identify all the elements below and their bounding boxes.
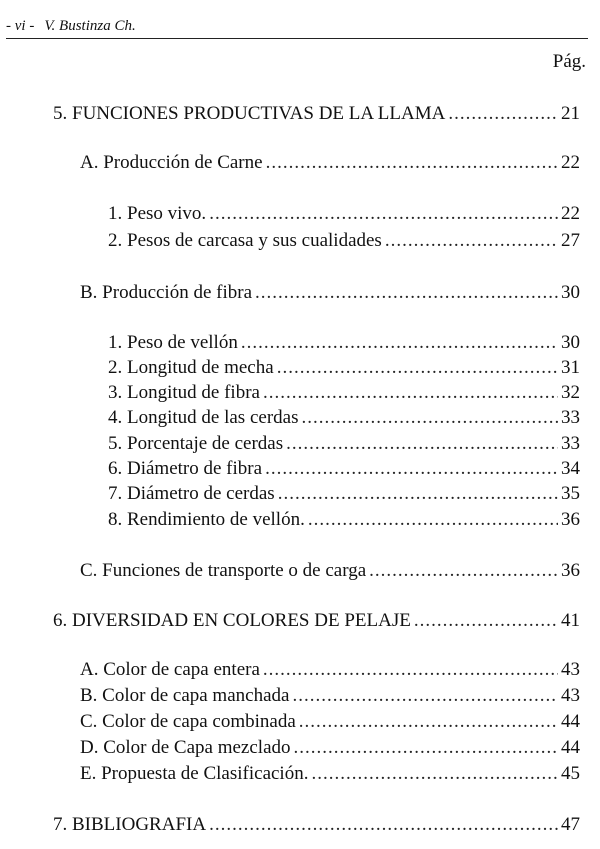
toc-entry-title: 5. FUNCIONES PRODUCTIVAS DE LA LLAMA [53, 103, 446, 124]
leader-dots [241, 333, 558, 352]
toc-entry [108, 333, 580, 352]
toc-entry-page: 47 [561, 814, 580, 835]
toc-entry [108, 408, 580, 427]
toc-entry-page: 27 [561, 230, 580, 251]
toc-entry [108, 510, 580, 529]
toc-entry [108, 358, 580, 377]
leader-dots [278, 484, 558, 503]
toc-entry-page: 35 [561, 483, 580, 504]
leader-dots [263, 383, 558, 402]
toc-entry-page: 30 [561, 332, 580, 353]
toc-entry [53, 611, 580, 630]
toc-entry-page: 36 [561, 509, 580, 530]
toc-entry [53, 104, 580, 123]
toc-entry-page: 45 [561, 763, 580, 784]
toc-entry [80, 561, 580, 580]
toc-entry-page: 21 [561, 103, 580, 124]
toc-entry-title: E. Propuesta de Clasificación. [80, 763, 309, 784]
toc-entry-page: 33 [561, 433, 580, 454]
leader-dots [255, 283, 558, 302]
toc-entry-title: 5. Porcentaje de cerdas [108, 433, 284, 454]
toc-entry-page: 36 [561, 560, 580, 581]
toc-entry-page: 32 [561, 382, 580, 403]
toc-entry-page: 44 [561, 711, 580, 732]
leader-dots [209, 815, 558, 834]
toc-entry [108, 484, 580, 503]
leader-dots [263, 660, 558, 679]
leader-dots [299, 712, 558, 731]
toc-entry-page: 33 [561, 407, 580, 428]
leader-dots [369, 561, 558, 580]
toc-entry-page: 43 [561, 685, 580, 706]
toc-entry [80, 660, 580, 679]
toc-entry-title: B. Producción de fibra [80, 282, 253, 303]
toc-entry-title: 2. Pesos de carcasa y sus cualidades [108, 230, 382, 251]
leader-dots [385, 231, 558, 250]
toc-entry-page: 41 [561, 610, 580, 631]
page-column-label: Pág. [552, 51, 586, 72]
toc-entry-title: 7. BIBLIOGRAFIA [53, 814, 207, 835]
toc-entry-page: 44 [561, 737, 580, 758]
leader-dots [308, 510, 558, 529]
leader-dots [414, 611, 558, 630]
toc-entry [80, 686, 580, 705]
leader-dots [286, 434, 558, 453]
leader-dots [294, 738, 558, 757]
toc-entry-title: 4. Longitud de las cerdas [108, 407, 299, 428]
toc-entry [80, 153, 580, 172]
toc-entry-page: 30 [561, 282, 580, 303]
toc-entry [108, 231, 580, 250]
leader-dots [448, 104, 558, 123]
toc-entry-page: 43 [561, 659, 580, 680]
toc-entry-title: B. Color de capa manchada [80, 685, 290, 706]
toc-entry [108, 383, 580, 402]
leader-dots [265, 459, 558, 478]
toc-entry-title: 6. DIVERSIDAD EN COLORES DE PELAJE [53, 610, 411, 631]
leader-dots [266, 153, 558, 172]
toc-entry [80, 738, 580, 757]
toc-entry-title: 8. Rendimiento de vellón. [108, 509, 305, 530]
toc-entry-title: 6. Diámetro de fibra [108, 458, 263, 479]
toc-entry [53, 815, 580, 834]
toc-entry-title: 1. Peso vivo. [108, 203, 207, 224]
toc-entry-title: 1. Peso de vellón [108, 332, 238, 353]
toc-entry-page: 31 [561, 357, 580, 378]
toc-entry-page: 22 [561, 203, 580, 224]
toc-entry [80, 764, 580, 783]
toc-entry-title: 3. Longitud de fibra [108, 382, 260, 403]
leader-dots [292, 686, 558, 705]
toc-entry-title: D. Color de Capa mezclado [80, 737, 291, 758]
author-name: V. Bustinza Ch. [44, 18, 136, 34]
toc-entry [80, 283, 580, 302]
toc-entry [80, 712, 580, 731]
leader-dots [209, 204, 558, 223]
page-number-roman: - vi - [6, 18, 35, 34]
toc-entry-page: 34 [561, 458, 580, 479]
toc-entry [108, 204, 580, 223]
toc-entry [108, 434, 580, 453]
leader-dots [311, 764, 558, 783]
toc-entry [108, 459, 580, 478]
leader-dots [277, 358, 558, 377]
running-header [6, 18, 588, 39]
toc-entry-title: A. Producción de Carne [80, 152, 263, 173]
toc-entry-page: 22 [561, 152, 580, 173]
leader-dots [301, 408, 558, 427]
toc-entry-title: A. Color de capa entera [80, 659, 260, 680]
toc-entry-title: 2. Longitud de mecha [108, 357, 274, 378]
toc-entry-title: C. Color de capa combinada [80, 711, 296, 732]
toc-entry-title: 7. Diámetro de cerdas [108, 483, 275, 504]
toc-entry-title: C. Funciones de transporte o de carga [80, 560, 367, 581]
